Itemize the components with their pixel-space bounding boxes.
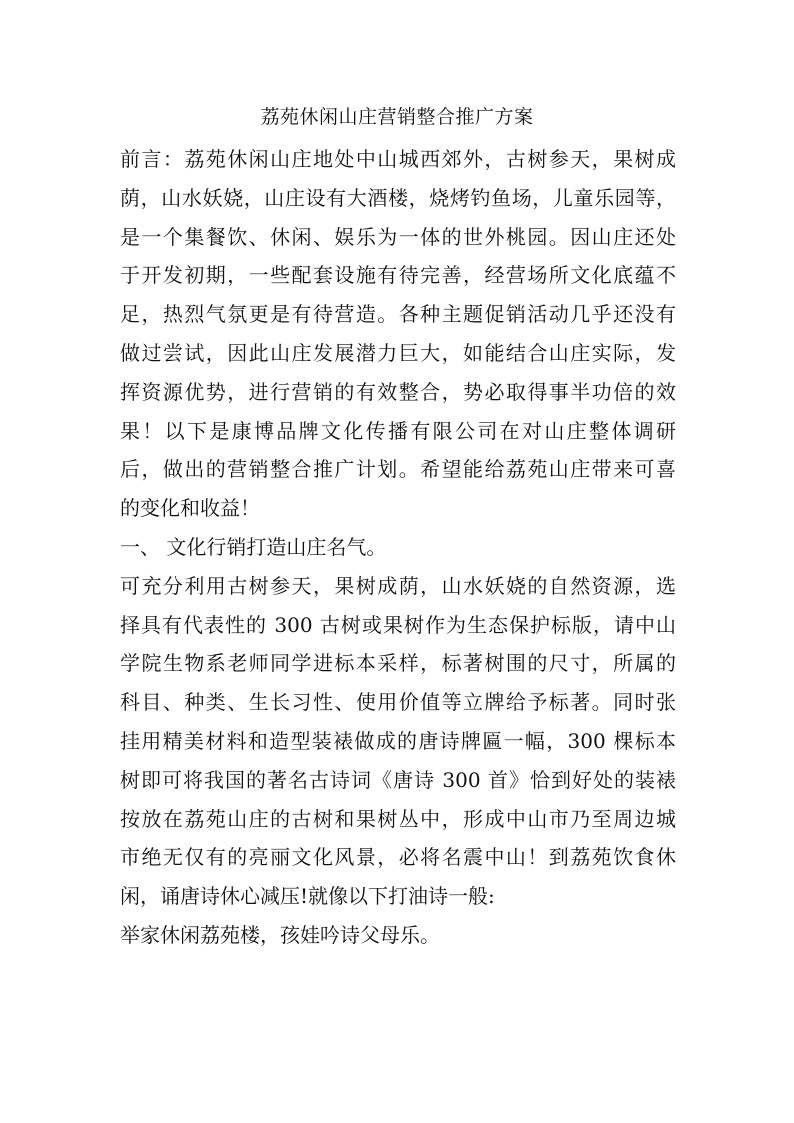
text-line: 科目、种类、生长习性、使用价值等立牌给予标著。同时张 bbox=[120, 690, 676, 715]
text-line: 挂用精美材料和造型装裱做成的唐诗牌匾一幅，300 棵标本 bbox=[120, 728, 676, 753]
poem-line: 举家休闲荔苑楼，孩娃吟诗父母乐。 bbox=[120, 922, 440, 947]
text-line: 挥资源优势，进行营销的有效整合，势必取得事半功倍的效 bbox=[120, 379, 676, 404]
text-line: 市绝无仅有的亮丽文化风景，必将名震中山！到荔苑饮食休 bbox=[120, 845, 676, 870]
section-1-paragraph bbox=[120, 567, 676, 916]
document-title: 荔苑休闲山庄营销整合推广方案 bbox=[260, 106, 534, 128]
text-line: 于开发初期，一些配套设施有待完善，经营场所文化底蕴不 bbox=[120, 263, 676, 288]
text-line: 后，做出的营销整合推广计划。希望能给荔苑山庄带来可喜 bbox=[120, 457, 676, 482]
text-line: 树即可将我国的著名古诗词《唐诗 300 首》恰到好处的装裱 bbox=[120, 767, 676, 792]
document-body bbox=[120, 140, 676, 955]
text-line: 择具有代表性的 300 古树或果树作为生态保护标版，请中山 bbox=[120, 612, 676, 637]
text-line: 做过尝试，因此山庄发展潜力巨大，如能结合山庄实际，发 bbox=[120, 340, 676, 365]
intro-paragraph bbox=[120, 140, 676, 528]
text-line: 闲，诵唐诗休心减压!就像以下打油诗一般: bbox=[120, 884, 495, 909]
text-line: 的变化和收益！ bbox=[120, 496, 260, 521]
text-line: 荫，山水妖娆，山庄设有大酒楼，烧烤钓鱼场，儿童乐园等， bbox=[120, 185, 676, 210]
text-line: 可充分利用古树参天，果树成荫，山水妖娆的自然资源，选 bbox=[120, 573, 676, 598]
section-heading: 一、 文化行销打造山庄名气。 bbox=[120, 534, 387, 559]
text-line: 足，热烈气氛更是有待营造。各种主题促销活动几乎还没有 bbox=[120, 302, 676, 327]
text-line: 按放在荔苑山庄的古树和果树丛中，形成中山市乃至周边城 bbox=[120, 806, 676, 831]
text-line: 是一个集餐饮、休闲、娱乐为一体的世外桃园。因山庄还处 bbox=[120, 224, 676, 249]
text-line: 学院生物系老师同学进标本采样，标著树围的尺寸，所属的 bbox=[120, 651, 676, 676]
text-line: 前言：荔苑休闲山庄地处中山城西郊外，古树参天，果树成 bbox=[120, 147, 676, 171]
text-line: 果！以下是康博品牌文化传播有限公司在对山庄整体调研 bbox=[120, 418, 676, 443]
